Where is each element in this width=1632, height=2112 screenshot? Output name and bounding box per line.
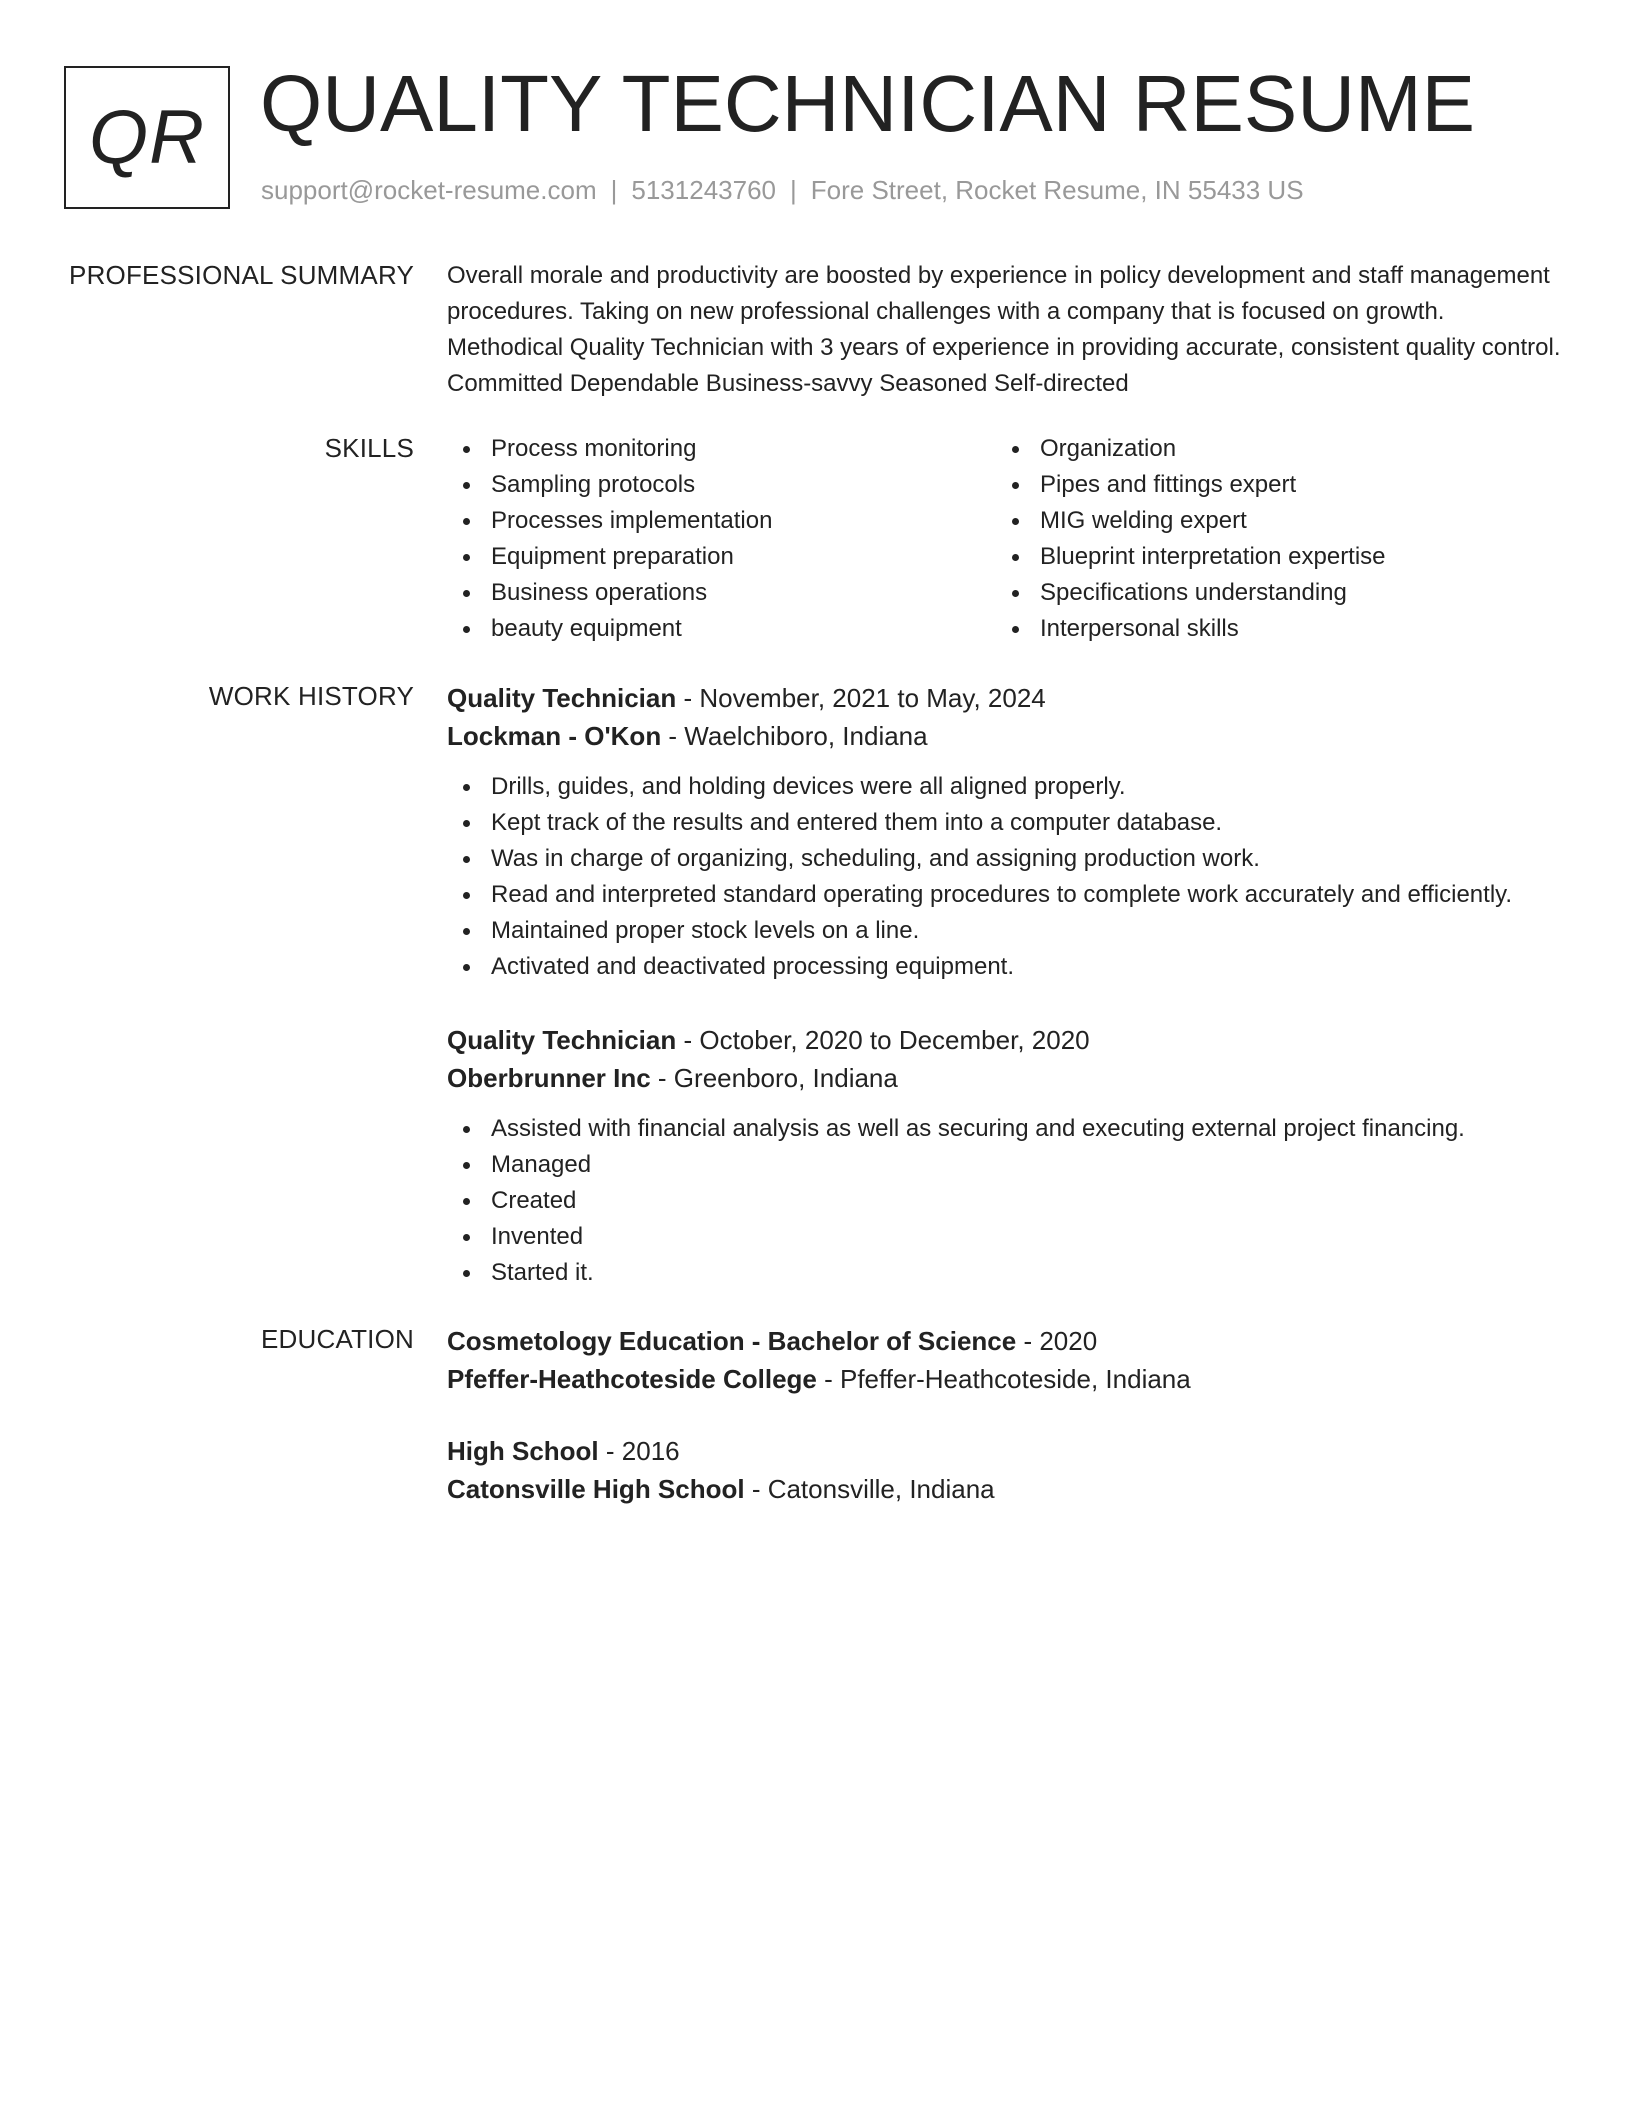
contact-separator: | (610, 175, 618, 205)
education-entry (447, 1322, 1562, 1398)
work-history-heading: WORK HISTORY (208, 681, 414, 711)
job-company-line (447, 1059, 1562, 1097)
job-duty-item: Created (447, 1183, 1562, 1219)
job-duty-item: Was in charge of organizing, scheduling, and assigning production work. (447, 841, 1562, 877)
skill-item: Business operations (447, 575, 996, 611)
education-body (447, 1322, 1562, 1508)
job-duty-item: Kept track of the results and entered them into a computer database. (447, 805, 1562, 841)
education-year: - 2016 (598, 1436, 680, 1466)
education-entry (447, 1432, 1562, 1508)
job-duty-item: Activated and deactivated processing equipment. (447, 949, 1562, 985)
skill-item: Processes implementation (447, 503, 996, 539)
skill-item: Process monitoring (447, 431, 996, 467)
job-company-line (447, 717, 1562, 755)
education-heading: EDUCATION (261, 1324, 414, 1354)
education-school-line (447, 1360, 1562, 1398)
skill-item: Pipes and fittings expert (996, 467, 1545, 503)
job-dates: - November, 2021 to May, 2024 (676, 683, 1046, 713)
education-school: Catonsville High School (447, 1474, 745, 1504)
education-school: Pfeffer-Heathcoteside College (447, 1364, 817, 1394)
skill-item: Sampling protocols (447, 467, 996, 503)
skills-heading: SKILLS (324, 433, 414, 463)
job-duties-list (447, 1111, 1562, 1291)
monogram-text: QR (89, 95, 205, 180)
job-duty-item: Invented (447, 1219, 1562, 1255)
job-duty-item: Started it. (447, 1255, 1562, 1291)
contact-address: Fore Street, Rocket Resume, IN 55433 US (810, 175, 1304, 205)
job-duty-item: Assisted with financial analysis as well as securing and executing external project financing. (447, 1111, 1562, 1147)
skill-item: MIG welding expert (996, 503, 1545, 539)
job-title: Quality Technician (447, 1025, 677, 1055)
job-entry (447, 1021, 1562, 1291)
job-company: Lockman - O'Kon (447, 721, 662, 751)
skill-item: Equipment preparation (447, 539, 996, 575)
education-degree: High School (447, 1436, 599, 1466)
skill-item: Organization (996, 431, 1545, 467)
job-title: Quality Technician (447, 683, 677, 713)
skills-list-right (996, 431, 1545, 647)
education-degree: Cosmetology Education - Bachelor of Science (447, 1326, 1017, 1356)
skill-item: Interpersonal skills (996, 611, 1545, 647)
job-duty-item: Drills, guides, and holding devices were all aligned properly. (447, 769, 1562, 805)
job-title-line (447, 1021, 1562, 1059)
contact-email[interactable]: support@rocket-resume.com (261, 175, 597, 205)
education-degree-line (447, 1432, 1562, 1470)
skills-columns (447, 431, 1562, 647)
education-location: - Catonsville, Indiana (744, 1474, 995, 1504)
work-history-body (447, 679, 1562, 1291)
resume-title: QUALITY TECHNICIAN RESUME (260, 59, 1476, 148)
job-duty-item: Maintained proper stock levels on a line. (447, 913, 1562, 949)
skills-list-left (447, 431, 996, 647)
education-year: - 2020 (1016, 1326, 1098, 1356)
summary-text: Overall morale and productivity are boosted by experience in policy development and staff management procedures. Taking on new professional challenges with a company that is focused on growth. Methodical Quality Technician with 3 years of experience in providing accurate, consistent quality control. Committed Dependable Business-savvy Seasoned Self-directed (447, 262, 1561, 397)
contact-separator: | (790, 175, 797, 205)
job-duty-item: Read and interpreted standard operating procedures to complete work accurately and efficiently. (447, 877, 1562, 913)
education-location: - Pfeffer-Heathcoteside, Indiana (816, 1364, 1191, 1394)
job-location: - Waelchiboro, Indiana (661, 721, 928, 751)
skill-item: Blueprint interpretation expertise (996, 539, 1545, 575)
skills-column-left (447, 431, 996, 647)
contact-phone[interactable]: 5131243760 (631, 175, 776, 205)
job-duty-item: Managed (447, 1147, 1562, 1183)
job-title-line (447, 679, 1562, 717)
job-duties-list (447, 769, 1562, 985)
education-degree-line (447, 1322, 1562, 1360)
summary-heading: PROFESSIONAL SUMMARY (69, 260, 414, 290)
skill-item: Specifications understanding (996, 575, 1545, 611)
monogram-logo (64, 66, 230, 209)
contact-line (261, 175, 1304, 206)
job-company: Oberbrunner Inc (447, 1063, 651, 1093)
job-dates: - October, 2020 to December, 2020 (676, 1025, 1090, 1055)
job-location: - Greenboro, Indiana (650, 1063, 898, 1093)
skill-item: beauty equipment (447, 611, 996, 647)
skills-column-right (996, 431, 1545, 647)
job-entry (447, 679, 1562, 985)
education-school-line (447, 1470, 1562, 1508)
